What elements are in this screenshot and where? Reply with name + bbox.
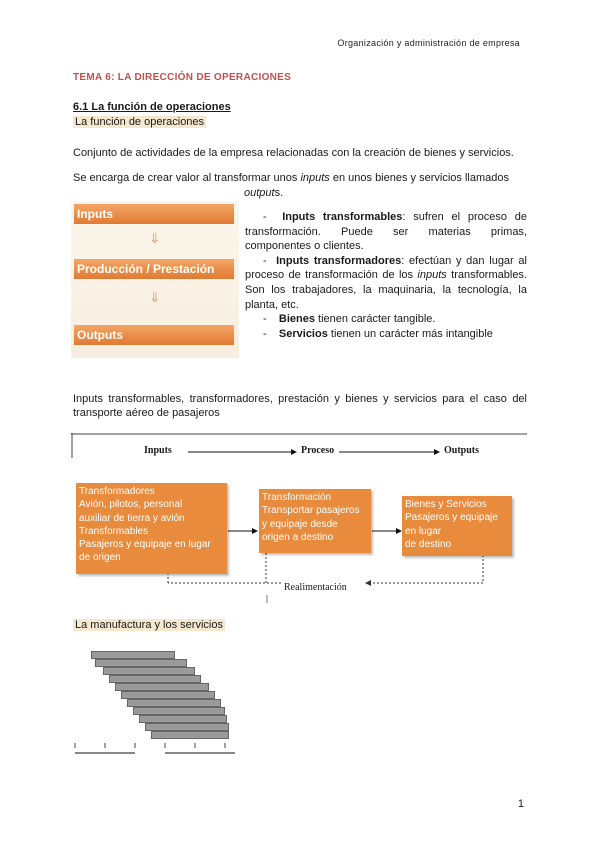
bullet-item: - Inputs transformables: sufren el proceso de transformación. Puede ser materias primas, componentes o clientes. — [245, 211, 527, 253]
bullet-item: - Bienes tienen carácter tangible. — [263, 313, 436, 326]
subheading-function: La función de operaciones — [75, 116, 205, 128]
outputs-box: Bienes y Servicios Pasajeros y equipaje en lugar de destino — [402, 496, 512, 556]
bullet-term: Servicios — [278, 327, 328, 340]
subheading-manufacturing: La manufactura y los servicios — [75, 619, 223, 631]
air-transport-intro: Inputs transformables, transformadores, prestación y bienes y servicios para el caso del transporte aéreo de pasajeros — [73, 393, 527, 419]
air-transport-diagram — [71, 433, 527, 603]
bullet-term: Bienes — [278, 313, 315, 326]
inputs-box: Transformadores Avión, pilotos, personal auxiliar de tierra y avión Transformables Pasajeros y equipaje en lugar de origen — [76, 483, 227, 574]
page-number: 1 — [517, 798, 524, 810]
diagram-header-process: Proceso — [301, 445, 335, 456]
inputs-word: inputs — [300, 172, 330, 184]
outputs-word: output — [244, 187, 275, 199]
bullet-item: - Servicios tienen un carácter más intangible — [263, 327, 493, 340]
value-part2: en unos bienes y servicios llamados — [329, 172, 509, 184]
diagram-header-outputs: Outputs — [444, 445, 480, 456]
production-flow-diagram — [71, 201, 239, 358]
section-title: 6.1 La función de operaciones — [73, 101, 231, 113]
flow-inputs-bar: Inputs — [74, 204, 234, 224]
value-paragraph-end — [244, 186, 283, 200]
definition-paragraph: Conjunto de actividades de la empresa relacionadas con la creación de bienes y servicios. — [73, 147, 514, 159]
outputs-word-end: s. — [274, 187, 284, 199]
process-box: Transformación Transportar pasajeros y equipaje desde origen a destino — [259, 489, 371, 553]
running-header: Organización y administración de empresa — [337, 38, 520, 48]
value-paragraph — [73, 171, 527, 185]
bullet-list — [245, 210, 527, 341]
feedback-label: Realimentación — [284, 582, 347, 593]
down-arrow-icon: ⇓ — [149, 289, 161, 305]
bullet-item: - Inputs transformadores: efectúan y dan lugar al proceso de transformación de los inputs transformables. Son los trabajadores, la maquinaria, la tecnología, la planta, etc. — [245, 254, 527, 311]
chapter-title: TEMA 6: LA DIRECCIÓN DE OPERACIONES — [73, 72, 292, 83]
bullet-term: Inputs transformadores — [276, 254, 402, 267]
down-arrow-icon: ⇓ — [149, 230, 161, 246]
manufacturing-services-figure — [73, 645, 243, 765]
diagram-header-inputs: Inputs — [144, 445, 172, 456]
flow-outputs-bar: Outputs — [74, 325, 234, 345]
figure-axis — [73, 645, 243, 765]
flow-production-bar: Producción / Prestación — [74, 259, 234, 279]
value-part1: Se encarga de crear valor al transformar unos — [73, 172, 301, 184]
bullet-term: Inputs transformables — [282, 211, 403, 223]
